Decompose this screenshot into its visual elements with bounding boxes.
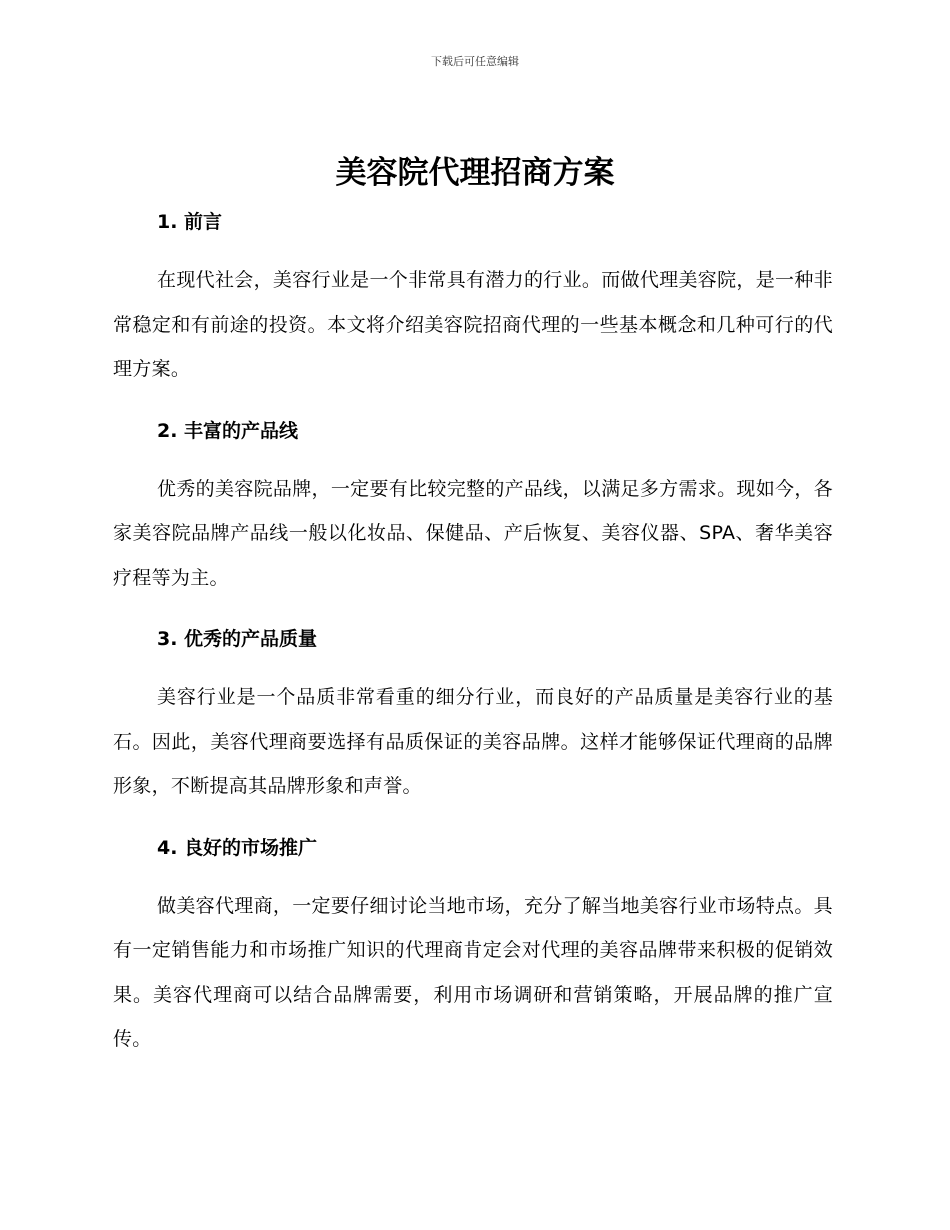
document-body (113, 203, 833, 1062)
section-preface (113, 203, 833, 392)
section-heading: 1. 前言 (157, 211, 223, 233)
document-title: 美容院代理招商方案 (335, 155, 615, 191)
section-paragraph: 做美容代理商，一定要仔细讨论当地市场，充分了解当地美容行业市场特点。具有一定销售能力和市场推广知识的代理商肯定会对代理的美容品牌带来积极的促销效果。美容代理商可以结合品牌需要，利用市场调研和营销策略，开展品牌的推广宣传。 (113, 894, 833, 1050)
page-header-note: 下载后可任意编辑 (431, 55, 519, 68)
section-paragraph: 优秀的美容院品牌，一定要有比较完整的产品线，以满足多方需求。现如今，各家美容院品牌产品线一般以化妆品、保健品、产后恢复、美容仪器、SPA、奢华美容疗程等为主。 (113, 477, 833, 589)
section-heading: 2. 丰富的产品线 (157, 419, 299, 442)
section-paragraph: 美容行业是一个品质非常看重的细分行业，而良好的产品质量是美容行业的基石。因此，美容代理商要选择有品质保证的美容品牌。这样才能够保证代理商的品牌形象，不断提高其品牌形象和声誉。 (113, 686, 833, 797)
section-heading: 3. 优秀的产品质量 (157, 628, 318, 650)
section-paragraph: 在现代社会，美容行业是一个非常具有潜力的行业。而做代理美容院，是一种非常稳定和有前途的投资。本文将介绍美容院招商代理的一些基本概念和几种可行的代理方案。 (113, 269, 833, 380)
section-market-promotion (113, 829, 833, 1062)
section-heading: 4. 良好的市场推广 (157, 836, 318, 859)
section-product-line (113, 412, 833, 601)
section-product-quality (113, 620, 833, 809)
